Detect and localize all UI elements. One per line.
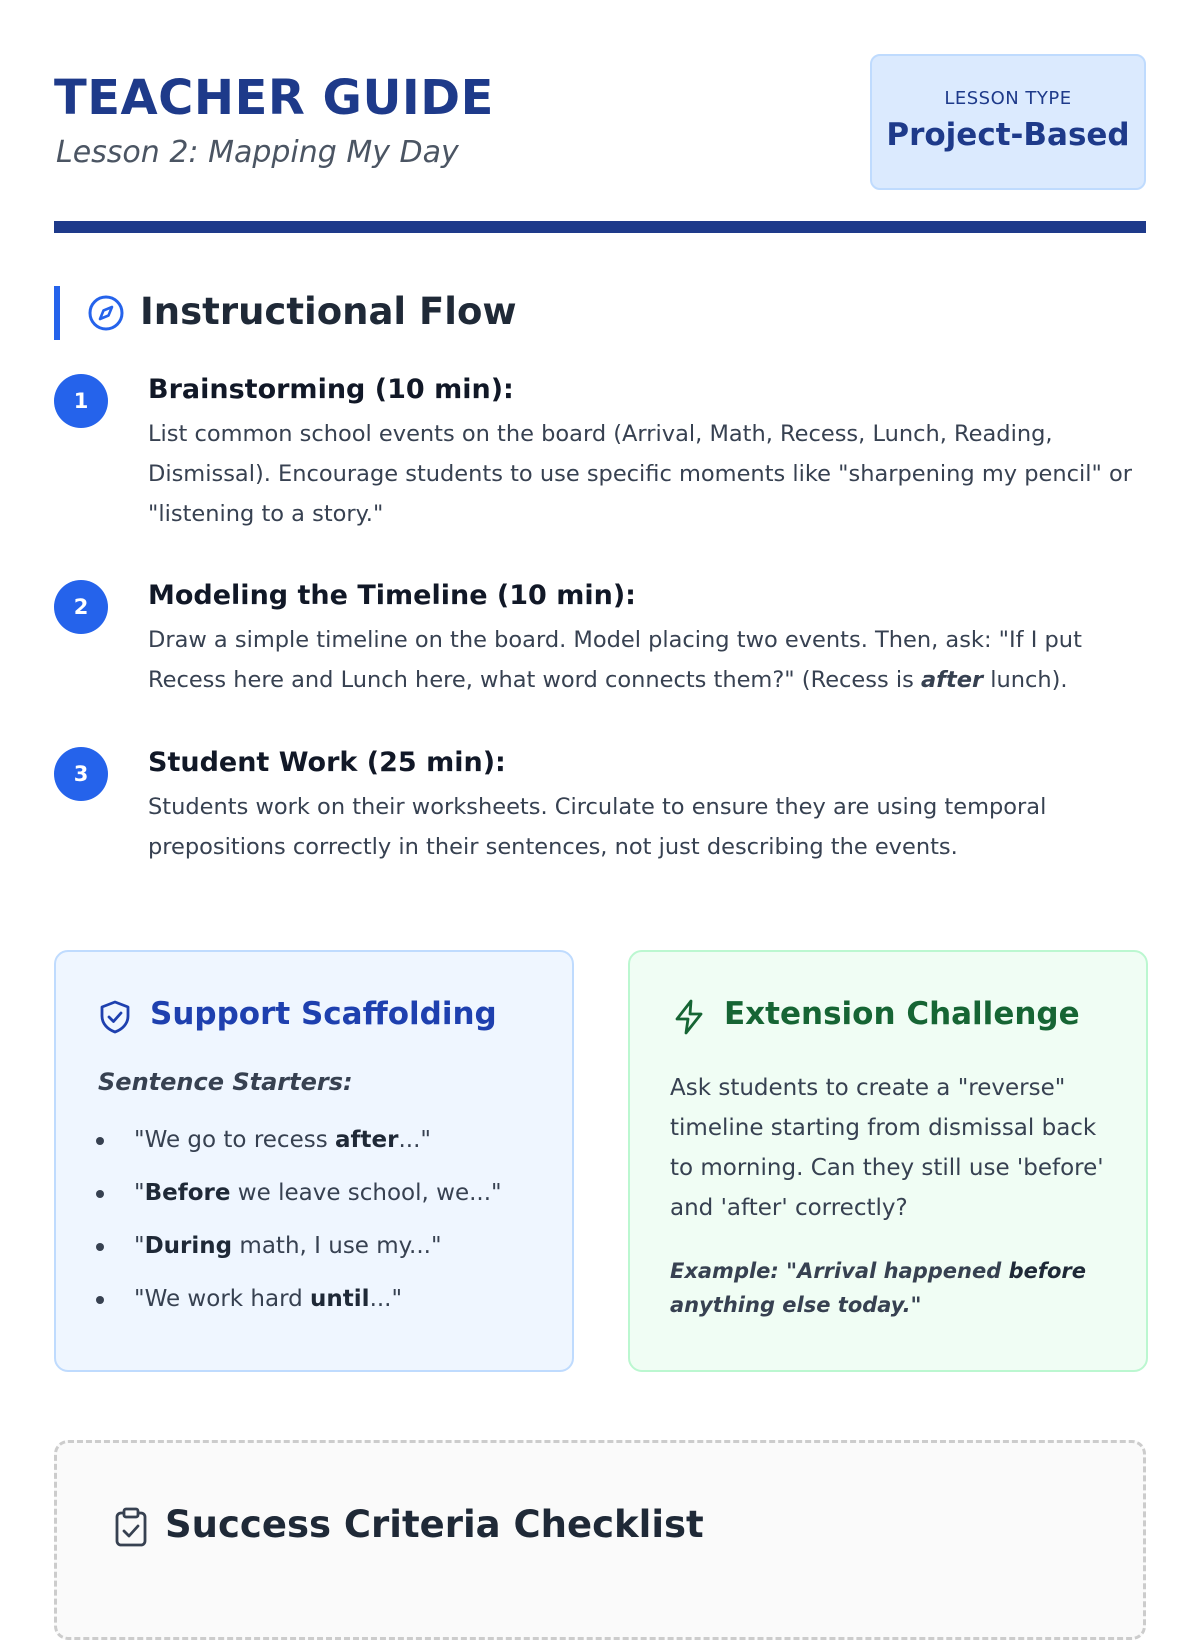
lesson-type-badge [870,54,1146,190]
lightning-icon [670,998,708,1036]
starter-keyword: During [144,1233,233,1259]
starter-keyword: after [335,1127,399,1153]
instructional-flow-heading [54,286,754,340]
card-title: Extension Challenge [724,996,1080,1032]
page-title: TEACHER GUIDE [54,70,494,126]
step-number: 2 [54,580,108,634]
teacher-guide-page [54,0,1146,1600]
lesson-type-label: LESSON TYPE [944,88,1072,109]
list-item [96,1224,556,1277]
example-text: anything else today." [670,1293,922,1317]
lesson-type-value: Project-Based [886,117,1130,153]
support-scaffolding-card [54,950,574,1372]
step-text: Draw a simple timeline on the board. Model placing two events. Then, ask: "If I put Recess here and Lunch here, what word connects them?" (Recess is [148,627,1082,693]
starter-text: "We work hard [134,1286,311,1312]
step-number: 3 [54,747,108,801]
step-title: Modeling the Timeline (10 min): [148,580,636,611]
starter-text: ..." [398,1127,431,1153]
step-description: List common school events on the board (Arrival, Math, Recess, Lunch, Reading, Dismissal). Encourage students to use specific moments like "sharpening my pencil" or "listening to a story." [148,421,1132,527]
success-criteria-checklist [54,1440,1146,1640]
extension-challenge-card [628,950,1148,1372]
example-keyword: before [1008,1259,1087,1283]
shield-check-icon [96,998,134,1036]
extension-description: Ask students to create a "reverse" timeline starting from dismissal back to morning. Can they still use 'before' and 'after' correctly? [670,1075,1104,1221]
step-description: Students work on their worksheets. Circulate to ensure they are using temporal prepositions correctly in their sentences, not just describing the events. [148,794,1047,860]
sentence-starters-list [96,1118,556,1330]
starter-text: ..." [369,1286,403,1312]
starter-text: math, I use my..." [232,1233,442,1259]
starter-text: " [134,1180,145,1206]
step-text: lunch). [983,667,1068,693]
checklist-title: Success Criteria Checklist [165,1503,704,1546]
section-title: Instructional Flow [140,290,517,333]
step-description [148,620,1148,700]
example-text: Example: "Arrival happened [670,1259,1009,1283]
starter-keyword: until [310,1286,370,1312]
clipboard-check-icon [113,1507,149,1547]
emphasis-word: after [920,667,984,693]
extension-example [670,1254,1110,1322]
sentence-starters-label: Sentence Starters: [98,1068,353,1096]
starter-text: "We go to recess [134,1127,335,1153]
starter-text: " [134,1233,145,1259]
list-item [96,1171,556,1224]
step-title: Student Work (25 min): [148,747,506,778]
list-item [96,1118,556,1171]
section-accent-bar [54,286,60,340]
compass-icon [87,294,125,332]
step-title: Brainstorming (10 min): [148,374,514,405]
lesson-subtitle: Lesson 2: Mapping My Day [56,135,459,170]
starter-text: we leave school, we..." [230,1180,502,1206]
header-divider [54,221,1146,233]
card-title: Support Scaffolding [150,996,497,1032]
step-number: 1 [54,374,108,428]
list-item [96,1277,556,1330]
starter-keyword: Before [144,1180,231,1206]
